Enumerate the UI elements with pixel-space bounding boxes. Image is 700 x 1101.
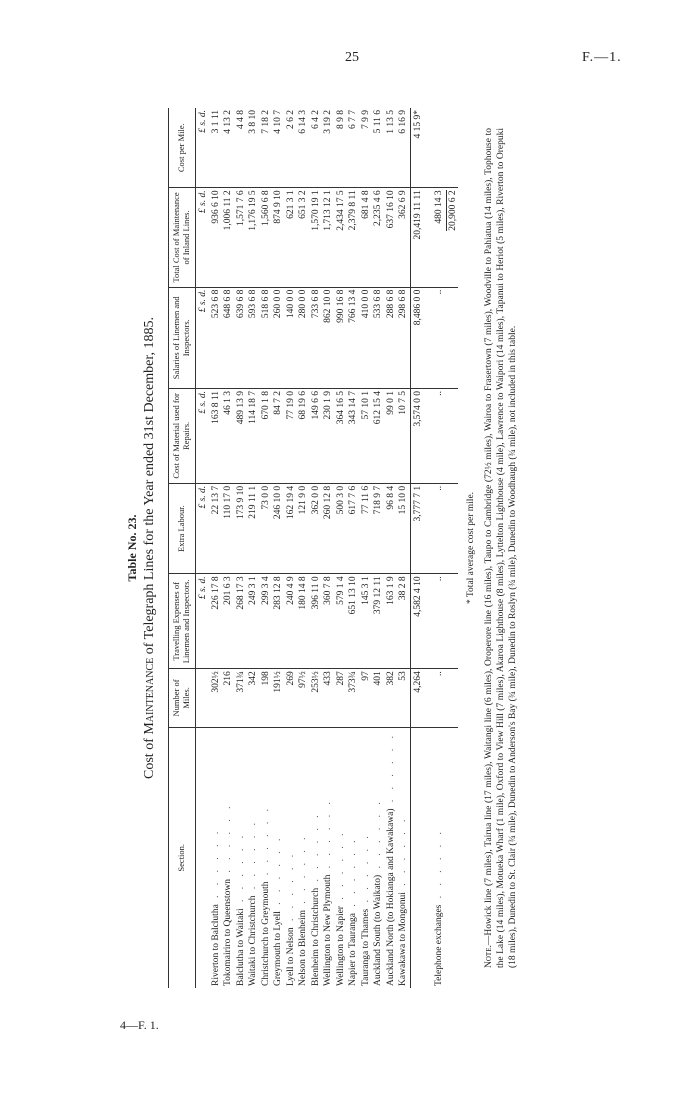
table-row [247,108,260,988]
section-name: Wellington to Napier [335,906,346,986]
cell-labour: 3,777 7 1 [410,483,426,574]
section-cell [446,727,459,988]
section-name: Auckland South (to Waikato) [373,874,384,986]
unit-cell [195,727,210,988]
cell-total: 2,235 4 6 [372,188,385,287]
table-row [385,108,398,988]
cell-total: 621 3 1 [285,188,298,287]
cell-travel [446,574,459,669]
cell-labour: 617 7 6 [347,483,360,574]
col-header-section: Section. [169,727,196,988]
cell-total: 637 16 10 [385,188,398,287]
table-row [260,108,273,988]
cell-labour: 22 13 7 [210,483,223,574]
rotated-table-block [125,108,535,988]
cell-material: 364 16 5 [335,388,348,483]
cell-travel: 249 3 1 [247,574,260,669]
section-name: Lyell to Nelson [285,927,296,986]
cell-labour: 500 3 0 [335,483,348,574]
cell-material: 230 1 9 [322,388,335,483]
cell-labour: 96 8 4 [385,483,398,574]
cell-salaries [446,287,459,388]
col-header-salaries: Salaries of Linemen and Inspectors. [169,287,196,388]
cell-travel: 268 17 3 [235,574,248,669]
cell-miles: 216 [222,669,235,727]
leader-dots: . . . . . . [433,828,444,905]
table-footnote: * Total average cost per mile. [466,491,477,605]
leader-dots: . . . . . . [348,836,359,913]
caption-suffix: of Telegraph Lines for the Year ended 31st December, 1885. [142,317,157,658]
col-header-material: Cost of Material used for Repairs. [169,388,196,483]
col-header-labour: Extra Labour. [169,483,196,574]
cell-travel: 240 4 9 [285,574,298,669]
unit-cell: £ s. d. [195,483,210,574]
cell-salaries: 298 6 8 [397,287,410,388]
cell-salaries: 766 13 4 [347,287,360,388]
cell-labour: 246 10 0 [272,483,285,574]
cell-per-mile: 1 13 5 [385,108,398,188]
cell-miles: 382 [385,669,398,727]
cell-material: 163 8 11 [210,388,223,483]
table-row [272,108,285,988]
leader-dots: . . . . . . [248,818,259,896]
section-name: Christchurch to Greymouth [260,881,271,986]
cell-labour: 219 11 1 [247,483,260,574]
cell-travel: 360 7 8 [322,574,335,669]
leader-dots: . . . . . . [323,798,334,875]
section-name: Napier to Tauranga [348,912,359,986]
cell-total: 1,713 12 1 [322,188,335,287]
cell-per-mile: 5 11 6 [372,108,385,188]
cell-travel: 201 6 3 [222,574,235,669]
cell-material: 3,574 0 0 [410,388,426,483]
cell-miles: 97 [360,669,373,727]
section-name: Telephone exchanges [433,904,444,986]
cell-per-mile: 3 8 10 [247,108,260,188]
section-cell [432,727,446,988]
leader-dots: . . . . . . [398,815,409,893]
table-row [360,108,373,988]
section-cell [247,727,260,988]
footer-reference: 4—F. 1. [120,1018,159,1032]
table-body [195,108,458,988]
table-row [235,108,248,988]
cell-per-mile: 6 14 3 [297,108,310,188]
table-row [285,108,298,988]
cell-salaries: 990 16 8 [335,287,348,388]
cell-miles: 4,264 [410,669,426,727]
page-number: 25 [345,50,359,65]
cell-per-mile: 8 9 8 [335,108,348,188]
cell-miles: 53 [397,669,410,727]
section-name: Tauranga to Thames [360,908,371,986]
section-cell [260,727,273,988]
cell-miles: 287 [335,669,348,727]
leader-dots: . . . . . . [360,832,371,909]
table-row [310,108,323,988]
cell-salaries: 733 6 8 [310,287,323,388]
cell-travel: 180 14 8 [297,574,310,669]
section-cell [410,727,426,988]
cell-travel: 579 1 4 [335,574,348,669]
grand-total-value: 20,900 6 2 [447,190,458,231]
cell-total: 1,571 7 6 [235,188,248,287]
table-row [222,108,235,988]
table-row [335,108,348,988]
cell-material: 68 19 6 [297,388,310,483]
cell-miles: 433 [322,669,335,727]
cell-total: 936 6 10 [210,188,223,287]
note-label: Note. [484,945,495,968]
cell-material: 612 15 4 [372,388,385,483]
grand-total-row [446,108,459,988]
cell-salaries: 593 6 8 [247,287,260,388]
cell-total: 1,570 19 1 [310,188,323,287]
cell-miles: 302½ [210,669,223,727]
unit-cell: £ s. d. [195,287,210,388]
table-row [210,108,223,988]
cell-total: 874 9 10 [272,188,285,287]
section-cell [272,727,285,988]
leader-dots: . . . . . . [285,850,296,928]
cell-material: 46 1 3 [222,388,235,483]
cell-material [446,388,459,483]
cell-travel: 38 2 8 [397,574,410,669]
cell-per-mile: 6 7 7 [347,108,360,188]
section-name: Wellington to New Plymouth [323,874,334,986]
cell-salaries: .. [432,287,446,388]
cell-total: 362 6 9 [397,188,410,287]
cell-salaries: 533 6 8 [372,287,385,388]
section-cell [372,727,385,988]
unit-row [195,108,210,988]
leader-dots: . . . . . . [373,798,384,875]
header-row [169,108,196,988]
leader-dots: . . . . . . [335,829,346,907]
cell-salaries: 260 0 0 [272,287,285,388]
cell-miles: 191½ [272,669,285,727]
cell-per-mile: 3 1 11 [210,108,223,188]
cell-salaries: 639 6 8 [235,287,248,388]
section-cell [322,727,335,988]
cell-labour [446,483,459,574]
cell-miles: 373¾ [347,669,360,727]
note-text: —Howick line (7 miles), Tairua line (17 miles), Waitangi line (6 miles), Oroperore line (16 miles), Taupo to Cambridge (72½ miles), Wairoa to Frasertown (7 miles), Woodville to Pahiatua (14 miles), Tophouse to the Lake (14 miles), Motueka Wharf (1 mile), Oxford to View Hill (7 miles), Akaroa Lighthouse (8 miles), Lyttelton Lighthouse (4 mile), Lawrence to Waipori (14 miles), Tapanui to Heriot (5 miles), Riverton to Orepuki (18 miles), Dunedin to St. Clair (¾ mile), Dunedin to Anderson's Bay (¾ mile), Dunedin to Roslyn (¾ mile), Dunedin to Woodhaugh (¾ mile), not included in this table. [484,128,518,968]
section-name: Balclutha to Waitaki [235,908,246,986]
cell-salaries: 288 6 8 [385,287,398,388]
cell-salaries: 140 0 0 [285,287,298,388]
cell-total: 2,434 17 5 [335,188,348,287]
cell-material: 57 10 1 [360,388,373,483]
unit-cell: £ s. d. [195,108,210,188]
cell-material: 343 14 7 [347,388,360,483]
cell-per-mile: 7 9 9 [360,108,373,188]
cell-labour: 718 9 7 [372,483,385,574]
cell-per-mile: 2 6 2 [285,108,298,188]
cell-labour: .. [432,483,446,574]
cell-travel: 163 1 9 [385,574,398,669]
section-name: Greymouth to Lyell [273,911,284,986]
cell-material: 149 6 6 [310,388,323,483]
cell-miles: .. [432,669,446,727]
cell-travel: 226 17 8 [210,574,223,669]
telephone-row [432,108,446,988]
unit-cell: £ s. d. [195,188,210,287]
leader-dots: . . . . . . [298,833,309,910]
cell-material: 77 19 0 [285,388,298,483]
cell-per-mile: 3 19 2 [322,108,335,188]
totals-row [410,108,426,988]
leader-dots: . . . . . . [273,834,284,912]
cell-total: 480 14 3 [432,188,446,287]
cell-per-mile [432,108,446,188]
leader-dots: . . . . . . [210,827,221,905]
cell-salaries: 523 6 8 [210,287,223,388]
col-header-miles: Number of Miles. [169,669,196,727]
section-cell [235,727,248,988]
table-number: Table No. 23. [125,514,139,582]
cell-total [446,188,459,287]
leader-dots: . . . . . . [260,805,271,882]
section-name: Auckland North (to Hokianga and Kawakawa) [385,808,396,986]
cell-travel: 145 3 1 [360,574,373,669]
cell-labour: 260 12 8 [322,483,335,574]
section-cell [285,727,298,988]
table-row [347,108,360,988]
cell-material: 114 18 7 [247,388,260,483]
maintenance-table [168,108,458,988]
cell-travel: 396 11 0 [310,574,323,669]
table-caption [142,108,158,988]
cell-material: 84 7 2 [272,388,285,483]
cell-labour: 362 0 0 [310,483,323,574]
section-name: Blenheim to Christchurch [310,887,321,986]
cell-miles [446,669,459,727]
section-name: Riverton to Balclutha [210,904,221,986]
cell-labour: 162 19 4 [285,483,298,574]
table-row [372,108,385,988]
cell-miles: 198 [260,669,273,727]
cell-per-mile: 4 15 9* [410,108,426,188]
cell-miles: 253½ [310,669,323,727]
cell-travel: 283 12 8 [272,574,285,669]
table-row [297,108,310,988]
cell-total: 1,560 6 8 [260,188,273,287]
cell-labour: 173 9 10 [235,483,248,574]
cell-material: 670 1 8 [260,388,273,483]
cell-miles: 97½ [297,669,310,727]
caption-prefix: Cost of [142,734,157,779]
cell-travel: 651 13 10 [347,574,360,669]
section-cell [397,727,410,988]
cell-per-mile: 4 4 8 [235,108,248,188]
table-row [322,108,335,988]
section-cell [347,727,360,988]
section-cell [360,727,373,988]
col-header-per-mile: Cost per Mile. [169,108,196,188]
cell-labour: 15 10 0 [397,483,410,574]
cell-salaries: 518 6 8 [260,287,273,388]
leader-dots: . . . . . . [385,731,396,809]
cell-total: 651 3 2 [297,188,310,287]
cell-total: 1,176 19 5 [247,188,260,287]
cell-per-mile [446,108,459,188]
cell-labour: 73 0 0 [260,483,273,574]
cell-travel: 299 3 4 [260,574,273,669]
section-name: Waitaki to Christchurch [248,895,259,986]
cell-miles: 401 [372,669,385,727]
cell-salaries: 862 10 0 [322,287,335,388]
section-cell [222,727,235,988]
section-name: Tokomairiro to Queenstown [223,879,234,986]
cell-per-mile: 6 4 2 [310,108,323,188]
page-reference: F.—1. [582,50,622,65]
cell-total: 2,379 8 11 [347,188,360,287]
cell-per-mile: 7 18 2 [260,108,273,188]
section-cell [297,727,310,988]
leader-dots: . . . . . . [223,802,234,880]
cell-miles: 269 [285,669,298,727]
cell-per-mile: 4 10 7 [272,108,285,188]
cell-salaries: 8,486 0 0 [410,287,426,388]
leader-dots: . . . . . . [235,831,246,909]
unit-cell: £ s. d. [195,574,210,669]
cell-salaries: 280 0 0 [297,287,310,388]
cell-miles: 342 [247,669,260,727]
section-cell [385,727,398,988]
cell-material: .. [432,388,446,483]
table-note [484,128,520,968]
section-cell [310,727,323,988]
leader-dots: . . . . . . [310,811,321,888]
section-name: Nelson to Blenheim [298,910,309,986]
cell-per-mile: 6 16 9 [397,108,410,188]
cell-total: 1,006 11 2 [222,188,235,287]
cell-per-mile: 4 13 2 [222,108,235,188]
caption-smallcaps: Maintenance [142,657,157,735]
col-header-travel: Travelling Expenses of Linemen and Inspectors. [169,574,196,669]
cell-travel: 379 12 11 [372,574,385,669]
section-cell [335,727,348,988]
cell-labour: 121 9 0 [297,483,310,574]
section-cell [210,727,223,988]
cell-material: 10 7 5 [397,388,410,483]
cell-total: 20,419 11 11 [410,188,426,287]
cell-salaries: 648 6 8 [222,287,235,388]
cell-material: 99 0 1 [385,388,398,483]
unit-cell: £ s. d. [195,388,210,483]
cell-travel: .. [432,574,446,669]
cell-salaries: 410 0 0 [360,287,373,388]
unit-cell [195,669,210,727]
cell-labour: 110 17 0 [222,483,235,574]
table-row [397,108,410,988]
col-header-total: Total Cost of Maintenance of Inland Lines. [169,188,196,287]
section-name: Kawakawa to Mongonui [398,892,409,986]
cell-labour: 77 11 6 [360,483,373,574]
cell-total: 681 4 8 [360,188,373,287]
cell-travel: 4,582 4 10 [410,574,426,669]
cell-material: 489 13 9 [235,388,248,483]
cell-miles: 371¾ [235,669,248,727]
